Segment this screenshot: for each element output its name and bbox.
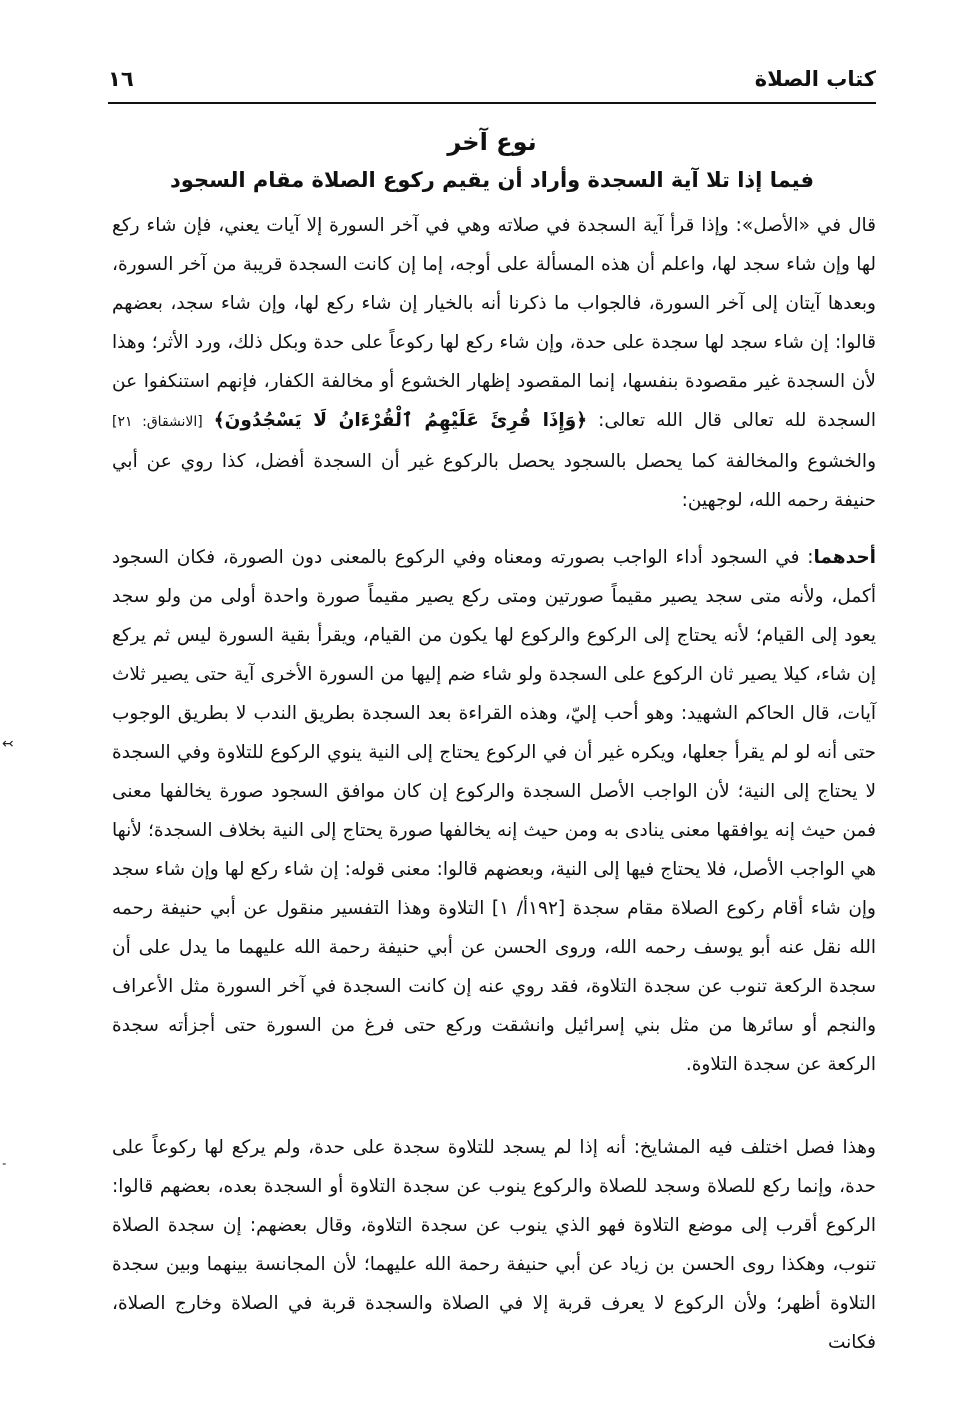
paragraph-2-lead-term: أحدهما (813, 547, 876, 568)
paragraph-1-text-after: والخشوع والمخالفة كما يحصل بالسجود يحصل بالركوع غير أن السجدة أفضل، كذا روي عن أبي حنيفة رحمه الله، لوجهين: (112, 451, 876, 511)
margin-dash-mark: ˗ (2, 1156, 7, 1172)
header-rule (108, 102, 876, 104)
paragraph-3 (112, 1128, 876, 1362)
paragraph-2-text: : في السجود أداء الواجب بصورته ومعناه وفي الركوع بالمعنى دون الصورة، فكان السجود أكمل، ولأنه متى سجد يصير مقيماً صورتين ومتى ركع يصير مقيماً صورة واحدة أولى من ولو سجد يعود إلى القيام؛ لأنه يحتاج إلى الركوع والركوع لها يكون من القيام، ويقرأ بقية السورة ليس ثم يركع إن شاء، كيلا يصير ثان الركوع على السجدة ولو شاء ضم إليها من السورة الأخرى آية حتى يصير ثلاث آيات، قال الحاكم الشهيد: وهو أحب إليّ، وهذه القراءة بعد السجدة بطريق الندب لا بطريق الوجوب حتى أنه لو لم يقرأ جعلها، ويكره غير أن في الركوع يحتاج إلى النية ينوي الركوع للتلاوة وفي السجدة لا يحتاج إلى النية؛ لأن الواجب الأصل السجدة والركوع إن كان موافق السجود صورة يخالفها معنى فمن حيث إنه يوافقها معنى ينادى به ومن حيث إنه يخالفها صورة يحتاج إلى النية بخلاف السجدة؛ لأنها هي الواجب الأصل، فلا يحتاج فيها إلى النية، وبعضهم قالوا: معنى قوله: إن شاء ركع لها وإن شاء سجد وإن شاء أقام ركوع الصلاة مقام سجدة [١٩٢أ/ ١] التلاوة وهذا التفسير منقول عن أبي حنيفة رحمه الله نقل عنه أبو يوسف رحمه الله، وروى الحسن عن أبي حنيفة رحمة الله عليهما ما يدل على أن سجدة الركعة تنوب عن سجدة التلاوة، فقد روي عنه إن كانت السجدة في آخر السورة مثل الأعراف والنجم أو سائرها من مثل بني إسرائيل وانشقت وركع حتى فرغ من السورة حتى أجزأته سجدة الركعة عن سجدة التلاوة. (112, 547, 876, 1075)
section-subtitle: فيما إذا تلا آية السجدة وأراد أن يقيم ركوع الصلاة مقام السجود (170, 168, 814, 192)
page-number: ١٦ (108, 67, 134, 91)
paragraph-2 (112, 538, 876, 1084)
verse-reference: [الانشقاق: ٢١] (112, 414, 203, 430)
margin-arrow-mark: ↢ (2, 736, 14, 752)
paragraph-3-text: وهذا فصل اختلف فيه المشايخ: أنه إذا لم يسجد للتلاوة سجدة على حدة، ولم يركع لها ركوعاً على حدة، وإنما ركع للصلاة وسجد للصلاة والركوع ينوب عن سجدة التلاوة أو السجدة بعده، بعضهم قالوا: الركوع أقرب إلى موضع التلاوة فهو الذي ينوب عن سجدة التلاوة، وقال بعضهم: إن سجدة الصلاة تنوب، وهكذا روى الحسن بن زياد عن أبي حنيفة رحمة الله عليهما؛ لأن المجانسة بينهما وبين سجدة التلاوة أظهر؛ ولأن الركوع لا يعرف قربة إلا في الصلاة والسجدة قربة في الصلاة وخارج الصلاة، فكانت (112, 1137, 876, 1353)
running-header (108, 62, 876, 96)
quran-verse: ﴿وَإِذَا قُرِئَ عَلَيْهِمُ ٱلْقُرْءَانُ لَا يَسْجُدُونَ﴾ (213, 410, 588, 431)
section-title: نوع آخر (447, 128, 537, 156)
paragraph-1 (112, 206, 876, 520)
paragraph-1-text-before: قال في «الأصل»: وإذا قرأ آية السجدة في صلاته وهي في آخر السورة إلا آيات يعني، فإن شاء ركع لها وإن شاء سجد لها، واعلم أن هذه المسألة على أوجه، إما إن كانت السجدة قريبة من آخر السورة، وبعدها آيتان إلى آخر السورة، فالجواب ما ذكرنا أنه بالخيار إن شاء ركع لها، وإن شاء سجد، بعضهم قالوا: إن شاء سجد لها سجدة على حدة، وإن شاء ركع لها ركوعاً على حدة وبكل ذلك، ورد الأثر؛ وهذا لأن السجدة غير مقصودة بنفسها، إنما المقصود إظهار الخشوع أو مخالفة الكفار، فإنهم استنكفوا عن السجدة لله تعالى قال الله تعالى: (112, 215, 876, 431)
book-title: كتاب الصلاة (754, 67, 876, 91)
